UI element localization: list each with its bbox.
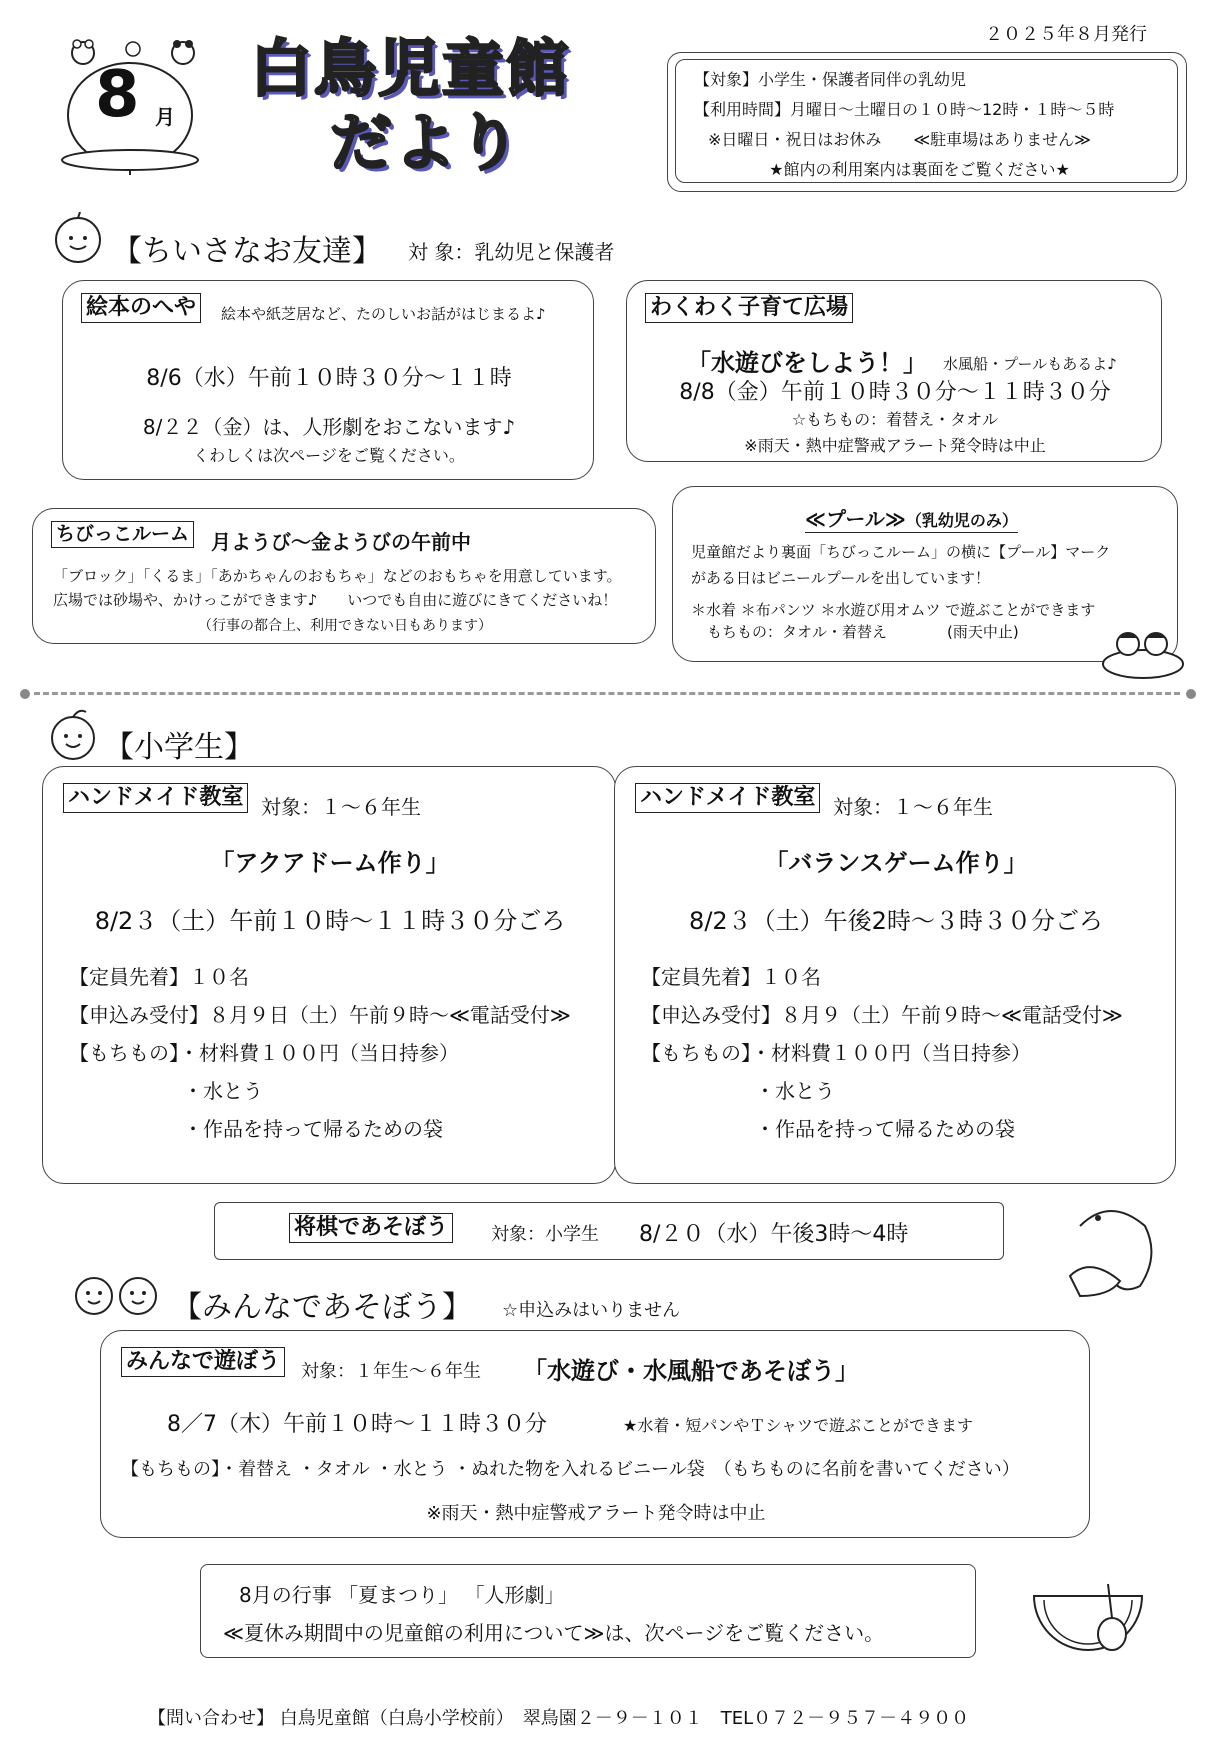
info-hours: 【利用時間】月曜日～土曜日の１０時～12時・１時～５時 — [694, 100, 1115, 119]
watermelon-beetle-icon — [1028, 1576, 1148, 1656]
craft-right-tag: ハンドメイド教室 — [635, 783, 820, 813]
notice-line1: 8月の行事 「夏まつり」 「人形劇」 — [239, 1583, 565, 1607]
month-suffix: 月 — [155, 105, 175, 129]
chibikko-tag: ちびっこルーム — [51, 521, 194, 548]
month-badge — [55, 35, 205, 175]
pool-line4: もちもの：タオル・着替え (雨天中止) — [707, 623, 1019, 641]
everyone-event-time-note: ★水着・短パンやＴシャツで遊ぶことができます — [623, 1416, 974, 1435]
shogi-tag: 将棋であそぼう — [289, 1213, 453, 1243]
everyone-event-target: 対象：１年生～６年生 — [301, 1361, 481, 1382]
craft-left-name: 「アクアドーム作り」 — [210, 849, 450, 877]
info-target: 【対象】小学生・保護者同伴の乳幼児 — [694, 70, 967, 89]
craft-left-tag: ハンドメイド教室 — [63, 783, 248, 813]
issue-date: ２０２５年８月発行 — [985, 24, 1147, 45]
section-small-title: 【ちいさなお友達】 — [112, 234, 382, 269]
pool-line1: 児童館だより裏面「ちびっこルーム」の横に【プール】マーク — [691, 543, 1111, 561]
section-all-note: ☆申込みはいりません — [502, 1300, 681, 1321]
info-notice: ★館内の利用案内は裏面をご覧ください★ — [769, 160, 1070, 179]
notice-line2: ≪夏休み期間中の児童館の利用について≫は、次ページをご覧ください。 — [223, 1621, 885, 1645]
pool-line2: がある日はビニールプールを出しています！ — [691, 569, 990, 587]
everyone-event-box — [100, 1330, 1090, 1538]
ehon-note: 8/２２（金）は、人形劇をおこないます♪ — [142, 415, 516, 439]
section-all-title: 【みんなであそぼう】 — [172, 1290, 472, 1325]
craft-left-box — [42, 766, 616, 1184]
wakuwaku-event: 「水遊びをしよう！」 — [687, 349, 927, 377]
month-number: 8 — [95, 58, 140, 132]
divider-dot-right — [1186, 689, 1196, 699]
craft-right-time: 8/2３（土）午後2時～３時３０分ごろ — [689, 907, 1103, 935]
chibikko-line1: 「ブロック」「くるま」「あかちゃんのおもちゃ」などのおもちゃを用意しています。 — [53, 567, 622, 585]
everyone-event-name: 「水遊び・水風船であそぼう」 — [523, 1357, 859, 1385]
wakuwaku-bring: ☆もちもの：着替え・タオル — [791, 410, 999, 429]
ehon-tag: 絵本のへや — [81, 293, 201, 323]
newsletter-title-line2: だより — [330, 106, 523, 179]
craft-right-box — [614, 766, 1176, 1184]
craft-left-bring3: ・作品を持って帰るための袋 — [183, 1117, 443, 1141]
ehon-box — [62, 280, 594, 480]
apple-face-icon — [52, 212, 104, 264]
chibikko-line3: （行事の都合上、利用できない日もあります） — [198, 618, 492, 634]
wakuwaku-cancel: ※雨天・熱中症警戒アラート発令時は中止 — [744, 436, 1046, 455]
craft-right-capacity: 【定員先着】１０名 — [641, 965, 821, 989]
chibikko-box — [32, 508, 656, 644]
ehon-desc: 絵本や紙芝居など、たのしいお話がはじまるよ♪ — [221, 305, 546, 323]
chibikko-line2: 広場では砂場や、かけっこができます♪ いつでも自由に遊びにきてくださいね！ — [53, 591, 618, 609]
wakuwaku-time: 8/8（金）午前１０時３０分～１１時３０分 — [679, 380, 1111, 405]
craft-left-capacity: 【定員先着】１０名 — [69, 965, 249, 989]
chibikko-when: 月ようび～金ようびの午前中 — [211, 530, 471, 554]
shogi-target: 対象：小学生 — [491, 1224, 599, 1245]
craft-right-bring2: ・水とう — [755, 1079, 835, 1103]
shogi-time: 8/２０（水）午後3時～4時 — [639, 1222, 909, 1247]
shogi-box — [214, 1202, 1004, 1260]
info-closed: ※日曜日・祝日はお休み ≪駐車場はありません≫ — [708, 130, 1091, 149]
orange-face-icon — [46, 708, 100, 762]
wakuwaku-box — [626, 280, 1162, 462]
dolphin-icon — [1050, 1196, 1170, 1306]
pool-title-sub: （乳幼児のみ） — [905, 511, 1018, 530]
pool-title: ≪プール≫ — [805, 507, 906, 531]
craft-left-bring1: 【もちもの】・材料費１００円（当日持参） — [69, 1041, 459, 1065]
ehon-sub: くわしくは次ページをご覧ください。 — [193, 446, 465, 465]
ehon-time: 8/6（水）午前１０時３０分～１１時 — [146, 366, 512, 391]
craft-left-time: 8/2３（土）午前１０時～１１時３０分ごろ — [94, 907, 566, 935]
pool-line3: ＊水着 ＊布パンツ ＊水遊び用オムツ で遊ぶことができます — [691, 601, 1096, 619]
facility-info-box — [667, 52, 1187, 192]
everyone-event-time: 8／7（木）午前１０時～１１時３０分 — [167, 1412, 547, 1437]
twin-faces-icon — [68, 1268, 168, 1318]
everyone-event-cancel: ※雨天・熱中症警戒アラート発令時は中止 — [426, 1503, 766, 1524]
wakuwaku-event-note: 水風船・プールもあるよ♪ — [943, 355, 1117, 373]
craft-left-target: 対象：１～６年生 — [261, 795, 421, 819]
section-divider — [34, 692, 1180, 695]
craft-right-bring1: 【もちもの】・材料費１００円（当日持参） — [641, 1041, 1031, 1065]
everyone-event-tag: みんなで遊ぼう — [121, 1347, 285, 1377]
craft-left-bring2: ・水とう — [183, 1079, 263, 1103]
craft-right-name: 「バランスゲーム作り」 — [764, 849, 1028, 877]
august-events-notice — [200, 1564, 976, 1658]
kids-in-pool-icon — [1098, 620, 1188, 680]
section-elem-title: 【小学生】 — [104, 730, 254, 765]
section-small-target: 対 象：乳幼児と保護者 — [408, 240, 615, 264]
craft-right-target: 対象：１～６年生 — [833, 795, 993, 819]
craft-right-bring3: ・作品を持って帰るための袋 — [755, 1117, 1015, 1141]
wakuwaku-tag: わくわく子育て広場 — [645, 293, 853, 323]
divider-dot-left — [20, 689, 30, 699]
craft-right-apply: 【申込み受付】８月９（土）午前９時～≪電話受付≫ — [641, 1003, 1123, 1027]
footer-contact: 【問い合わせ】 白鳥児童館（白鳥小学校前） 翠鳥園２－９－１０１ TEL０７２－９５７－４９００ — [148, 1708, 970, 1729]
everyone-event-bring: 【もちもの】・着替え ・タオル ・水とう ・ぬれた物を入れるビニール袋 （もちものに名前を書いてください） — [121, 1459, 1020, 1480]
newsletter-title-line1: 白鳥児童館 — [250, 32, 571, 105]
craft-left-apply: 【申込み受付】８月９日（土）午前９時～≪電話受付≫ — [69, 1003, 571, 1027]
